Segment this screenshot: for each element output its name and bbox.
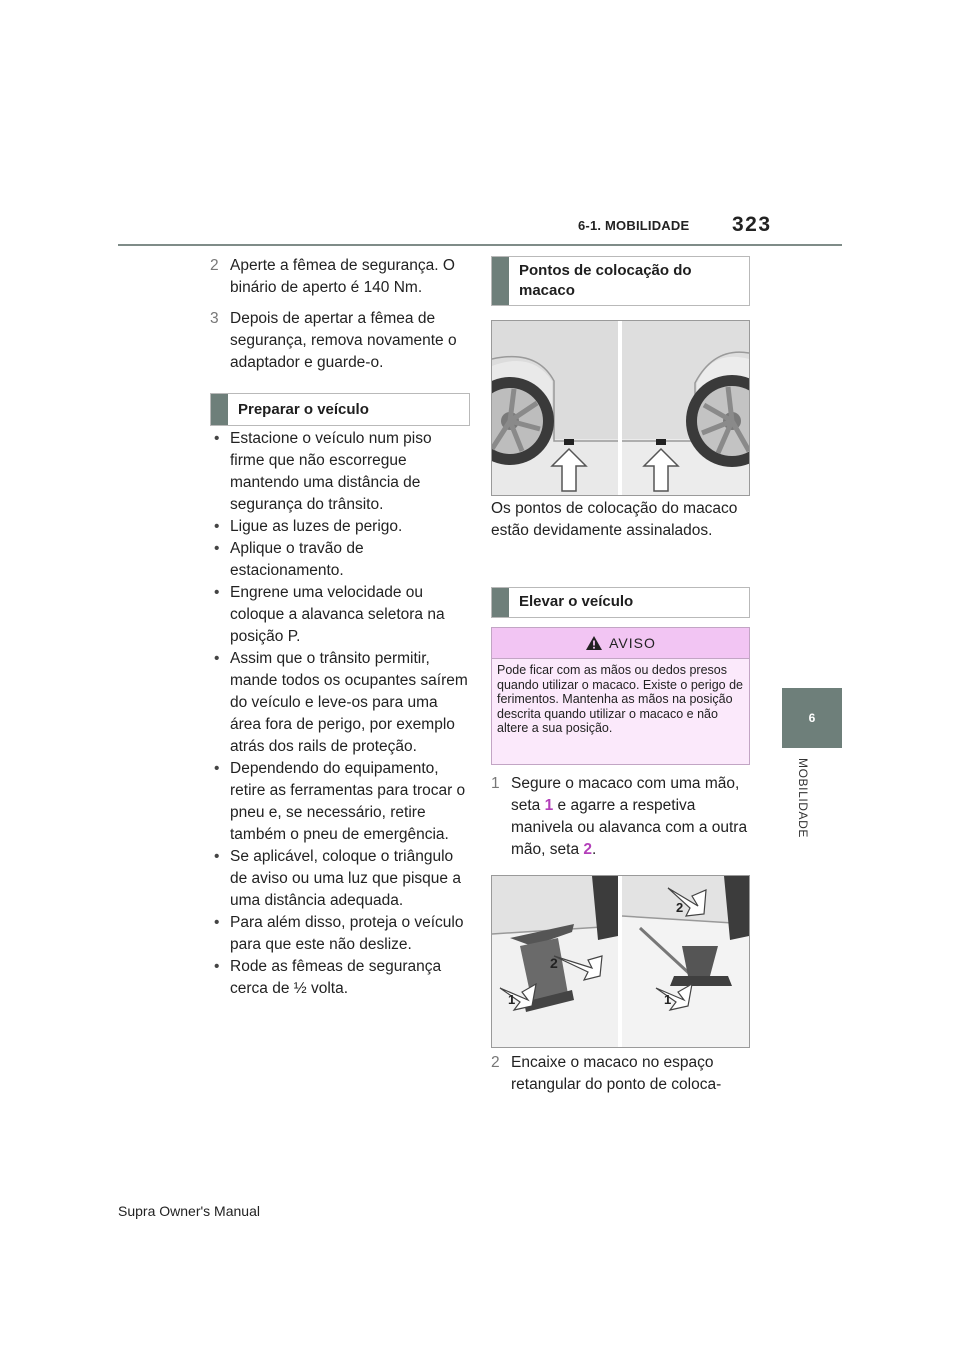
list-item: • Aplique o travão de estacionamento. — [210, 538, 468, 582]
running-header-section: 6-1. MOBILIDADE — [578, 218, 690, 233]
list-item: • Engrene uma velocidade ou coloque a alavanca seletora na posição P. — [210, 582, 468, 648]
left-column — [210, 255, 468, 374]
step-text: Encaixe o macaco no espaço retangular do ponto de coloca- — [511, 1054, 722, 1093]
warning-title: AVISO — [609, 635, 656, 651]
chapter-tab-label: MOBILIDADE — [796, 758, 810, 839]
list-item: • Dependendo do equipamento, retire as ferramentas para trocar o pneu e, se necessário, retire também o pneu de emergência. — [210, 758, 468, 846]
list-item: • Assim que o trânsito permitir, mande todos os ocupantes saírem do veículo e leve-os para uma área fora de perigo, por exemplo atrás dos rails de proteção. — [210, 648, 468, 758]
step-number: 2 — [210, 257, 219, 274]
heading-text: Preparar o veículo — [238, 401, 369, 418]
warning-text: Pode ficar com as mãos ou dedos presos quando utilizar o macaco. Existe o perigo de ferimentos. Mantenha as mãos na posição descrita quando utilizar o macaco e não altere a sua posição. — [497, 663, 743, 735]
heading-bar — [492, 588, 509, 617]
lift-step-2 — [491, 1052, 751, 1096]
section-heading-lift — [491, 587, 750, 618]
figure-label: 1 — [664, 992, 672, 1007]
step-text-part: . — [592, 841, 597, 858]
arrow-ref-2: 2 — [583, 841, 592, 858]
warning-header — [492, 628, 749, 659]
step-item — [491, 1052, 751, 1096]
step-item — [210, 308, 468, 374]
step-number: 1 — [491, 775, 500, 792]
jack-points-text: Os pontos de colocação do macaco estão devidamente assinalados. — [491, 500, 738, 539]
jack-handling-figure — [491, 875, 750, 1048]
figure-label: 1 — [508, 992, 516, 1007]
step-text: Aperte a fêmea de segurança. O binário de aperto é 140 Nm. — [230, 257, 455, 296]
figure-label: 2 — [550, 955, 558, 971]
figure-label: 2 — [676, 900, 684, 915]
arrow-ref-1: 1 — [544, 797, 554, 814]
list-item: • Para além disso, proteja o veículo para que este não deslize. — [210, 912, 468, 956]
lift-step-1 — [491, 773, 751, 861]
footer-manual-title: Supra Owner's Manual — [118, 1203, 260, 1219]
page-number: 323 — [732, 213, 772, 236]
step-text: Depois de apertar a fêmea de segurança, remova novamente o adaptador e guarde-o. — [230, 310, 457, 371]
step-text — [511, 773, 751, 861]
list-item: • Estacione o veículo num piso firme que não escorregue mantendo uma distância de segurança do trânsito. — [210, 428, 468, 516]
list-item: • Ligue as luzes de perigo. — [210, 516, 468, 538]
jack-points-figure — [491, 320, 750, 496]
step-number: 2 — [491, 1054, 500, 1071]
jack-handling-illustration — [492, 876, 749, 1047]
header-rule — [118, 244, 842, 246]
prepare-list — [210, 428, 468, 1000]
chapter-tab: 6 — [782, 688, 842, 748]
list-item: • Rode as fêmeas de segurança cerca de ½ volta. — [210, 956, 468, 1000]
warning-box — [491, 627, 750, 765]
warning-triangle-icon — [585, 635, 603, 651]
step-text-part: Segure o macaco com uma mão, seta — [511, 775, 740, 814]
section-heading-prepare — [210, 393, 470, 426]
list-item: • Se aplicável, coloque o triângulo de aviso ou uma luz que pisque a uma distância adequada. — [210, 846, 468, 912]
heading-text: Pontos de colocação do macaco — [519, 262, 692, 299]
step-item — [210, 255, 468, 299]
step-number: 3 — [210, 310, 219, 327]
heading-bar — [492, 257, 509, 305]
heading-bar — [211, 394, 228, 425]
section-heading-jack-points — [491, 256, 750, 306]
step-item — [491, 773, 751, 861]
heading-text: Elevar o veículo — [519, 593, 634, 610]
step-text-part: e agarre a respetiva manivela ou alavanca com a outra mão, seta — [511, 797, 748, 858]
jack-points-illustration — [492, 321, 749, 495]
